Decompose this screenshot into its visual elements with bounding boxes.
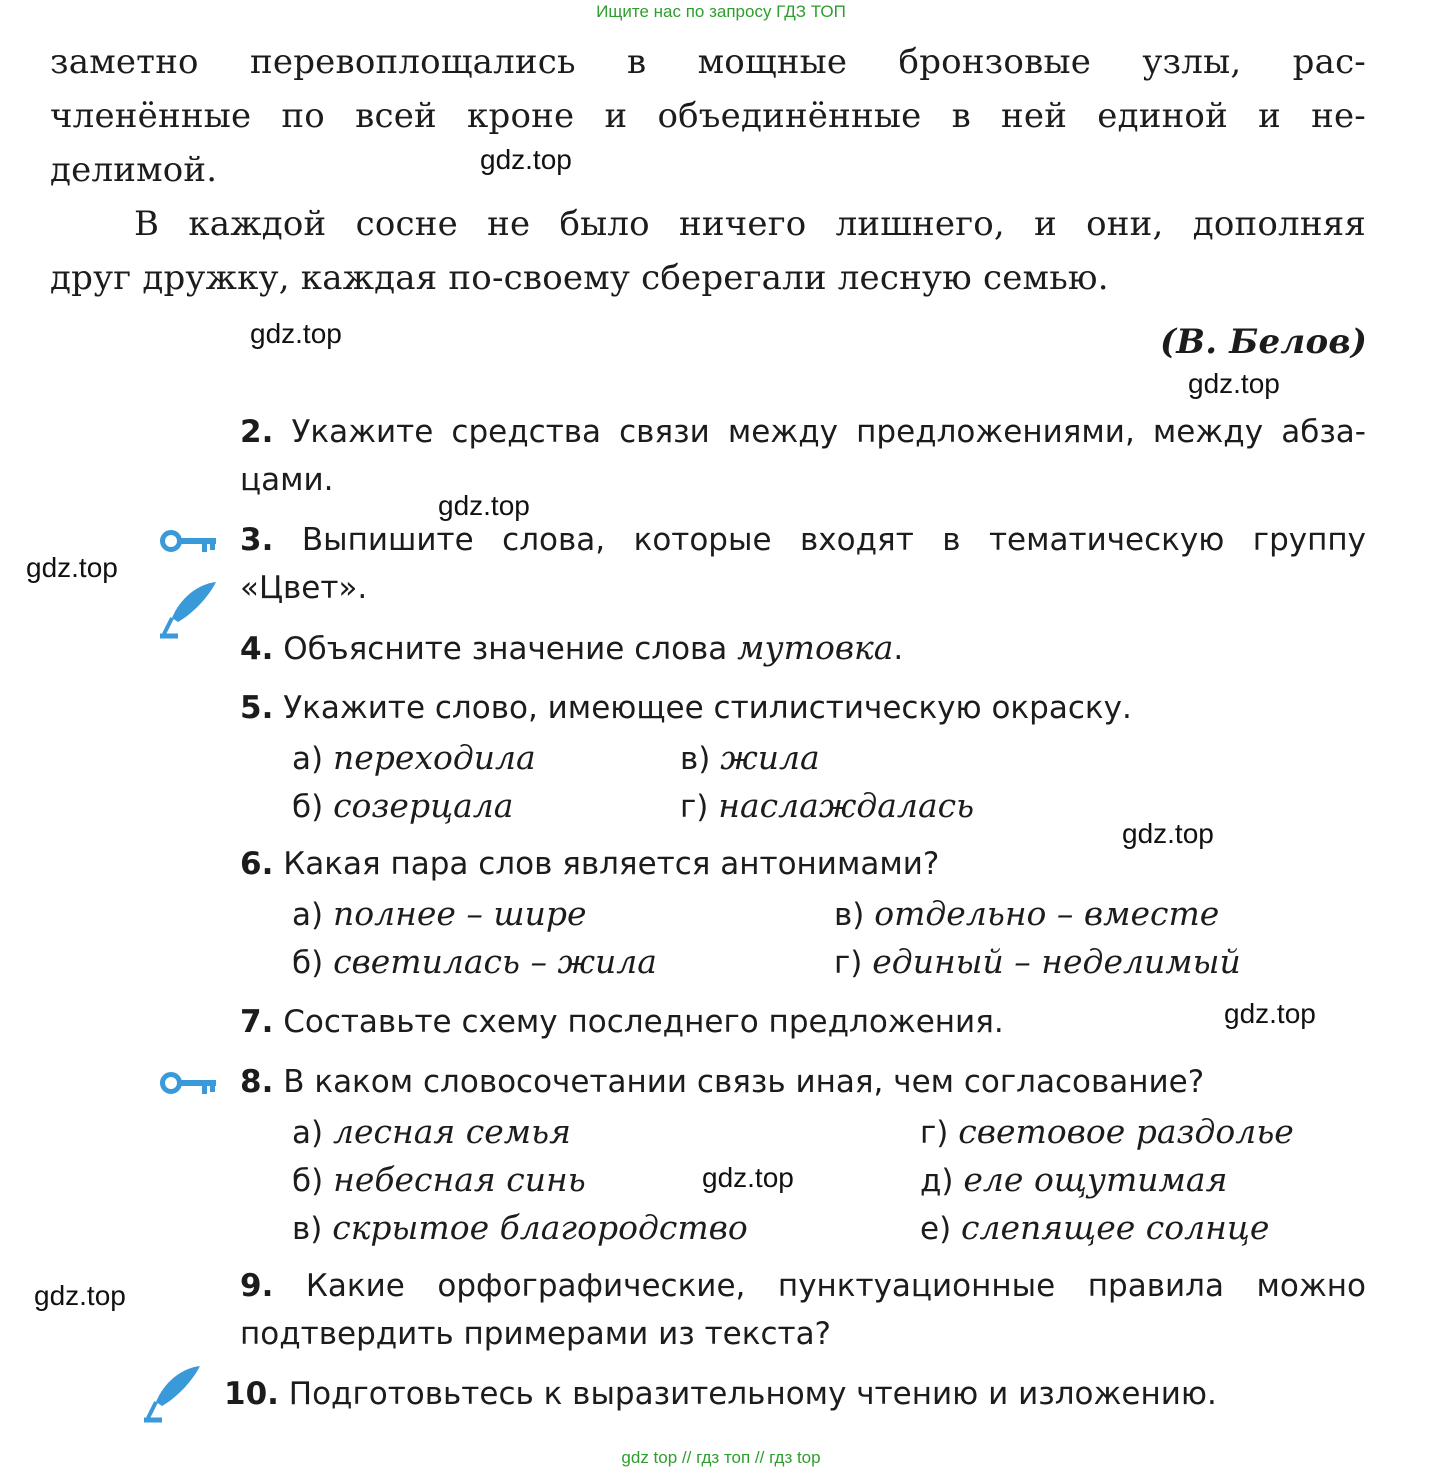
task-5-text: Укажите слово, имеющее стилистическую окраску. (283, 690, 1132, 726)
task-7 (240, 1004, 1004, 1040)
text-line-4: В каждой сосне не было ничего лишнего, и они, дополняя (134, 204, 1366, 244)
task-6-option-v: в) отдельно – вместе (834, 894, 1220, 933)
top-banner: Ищите нас по запросу ГДЗ ТОП (596, 2, 846, 21)
feather-pen-icon (158, 578, 220, 640)
task-2 (240, 414, 1366, 450)
task-2-line-2: цами. (240, 462, 334, 498)
task-3-text: Выпишите слова, которые входят в тематическую группу (301, 522, 1367, 558)
watermark: gdz.top (1122, 818, 1214, 849)
task-6-option-g: г) единый – неделимый (834, 942, 1241, 981)
task-4-word: мутовка (737, 628, 894, 667)
task-10 (224, 1376, 1217, 1412)
task-4-number: 4. (240, 631, 274, 667)
task-7-text: Составьте схему последнего предложения. (283, 1004, 1004, 1040)
task-3 (240, 522, 1366, 558)
task-2-text: Укажите средства связи между предложениями, между абза- (291, 414, 1366, 450)
task-9-number: 9. (240, 1268, 274, 1304)
task-6 (240, 846, 939, 882)
task-8 (240, 1064, 1204, 1100)
text-line-2: членённые по всей кроне и объединённые в ней единой и не- (50, 96, 1366, 136)
watermark: gdz.top (250, 318, 342, 349)
task-5-option-v: в) жила (680, 738, 820, 777)
task-5 (240, 690, 1132, 726)
watermark: gdz.top (1188, 368, 1280, 399)
task-10-number: 10. (224, 1376, 279, 1412)
watermark: gdz.top (1224, 998, 1316, 1029)
task-4 (240, 628, 903, 667)
watermark: gdz.top (480, 144, 572, 175)
task-8-option-a: а) лесная семья (292, 1112, 571, 1151)
task-7-number: 7. (240, 1004, 274, 1040)
task-10-text: Подготовьтесь к выразительному чтению и изложению. (288, 1376, 1217, 1412)
task-8-option-b: б) небесная синь (292, 1160, 586, 1199)
task-2-number: 2. (240, 414, 274, 450)
task-8-option-g: г) световое раздолье (920, 1112, 1294, 1151)
watermark: gdz.top (438, 490, 530, 521)
task-5-option-g: г) наслаждалась (680, 786, 975, 825)
task-9 (240, 1268, 1366, 1304)
task-3-line-2: «Цвет». (240, 570, 368, 606)
watermark: gdz.top (34, 1280, 126, 1311)
text-author: (В. Белов) (1160, 322, 1368, 362)
task-4-end: . (893, 631, 904, 667)
task-6-option-b: б) светилась – жила (292, 942, 657, 981)
task-8-text: В каком словосочетании связь иная, чем согласование? (283, 1064, 1205, 1100)
watermark: gdz.top (26, 552, 118, 583)
bottom-banner: gdz top // гдз топ // гдз top (621, 1448, 821, 1467)
task-8-option-e: е) слепящее солнце (920, 1208, 1270, 1247)
task-3-number: 3. (240, 522, 274, 558)
task-9-text: Какие орфографические, пунктуационные правила можно (305, 1268, 1367, 1304)
task-4-text: Объясните значение слова (283, 631, 738, 667)
task-5-option-a: а) переходила (292, 738, 536, 777)
watermark: gdz.top (702, 1162, 794, 1193)
text-line-1: заметно перевоплощались в мощные бронзовые узлы, рас- (50, 42, 1366, 82)
task-9-line-2: подтвердить примерами из текста? (240, 1316, 832, 1352)
task-8-option-d: д) еле ощутимая (920, 1160, 1228, 1199)
task-5-option-b: б) созерцала (292, 786, 514, 825)
text-line-5: друг дружку, каждая по-своему сберегали лесную семью. (50, 258, 1109, 298)
text-line-3: делимой. (50, 150, 218, 190)
key-icon (160, 528, 218, 554)
feather-pen-icon (142, 1362, 204, 1424)
task-8-option-v: в) скрытое благородство (292, 1208, 748, 1247)
task-6-option-a: а) полнее – шире (292, 894, 587, 933)
task-8-number: 8. (240, 1064, 274, 1100)
task-6-number: 6. (240, 846, 274, 882)
task-6-text: Какая пара слов является антонимами? (283, 846, 940, 882)
key-icon (160, 1070, 218, 1096)
task-5-number: 5. (240, 690, 274, 726)
